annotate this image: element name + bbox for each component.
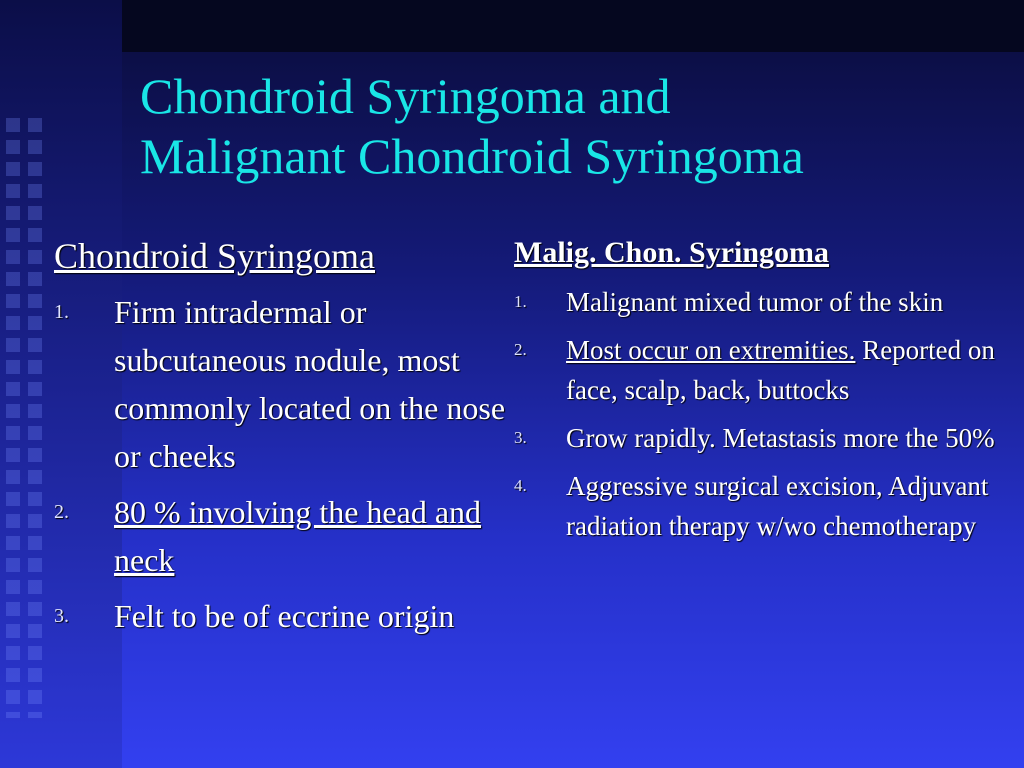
list-text: Grow rapidly. Metastasis more the 50% (566, 423, 995, 453)
left-column (54, 232, 509, 640)
list-number: 2. (54, 501, 69, 523)
list-text: Aggressive surgical excision, Adjuvant radiation therapy w/wo chemotherapy (566, 471, 989, 541)
list-text-rest: Reported on face, scalp, back, buttocks (566, 335, 995, 405)
right-list (514, 282, 1004, 546)
list-number: 1. (514, 292, 527, 311)
list-item (514, 282, 1004, 322)
list-item (54, 288, 509, 480)
list-number: 3. (514, 428, 527, 447)
list-text: 80 % involving the head and neck (114, 494, 482, 578)
list-number: 4. (514, 476, 527, 495)
top-decorative-band (122, 0, 1024, 52)
list-item (514, 418, 1004, 458)
list-number: 2. (514, 340, 527, 359)
list-item (514, 330, 1004, 410)
right-column-heading: Malig. Chon. Syringoma (514, 236, 830, 269)
list-number: 1. (54, 301, 69, 323)
list-text-underlined: Most occur on extremities. (566, 335, 856, 365)
list-text: Malignant mixed tumor of the skin (566, 287, 944, 317)
list-text (566, 330, 1004, 410)
title-line-2: Malignant Chondroid Syringoma (140, 128, 804, 184)
list-text: Firm intradermal or subcutaneous nodule, most commonly located on the nose or cheeks (114, 294, 506, 474)
left-column-heading: Chondroid Syringoma (54, 236, 375, 276)
list-item (54, 592, 509, 640)
list-text: Felt to be of eccrine origin (114, 598, 455, 634)
list-item (514, 466, 1004, 546)
list-number: 3. (54, 605, 69, 627)
decorative-squares (6, 118, 46, 718)
slide-title (140, 66, 1010, 186)
list-item (54, 488, 509, 584)
left-list (54, 288, 509, 640)
right-column (514, 232, 1004, 546)
title-line-1: Chondroid Syringoma and (140, 68, 671, 124)
